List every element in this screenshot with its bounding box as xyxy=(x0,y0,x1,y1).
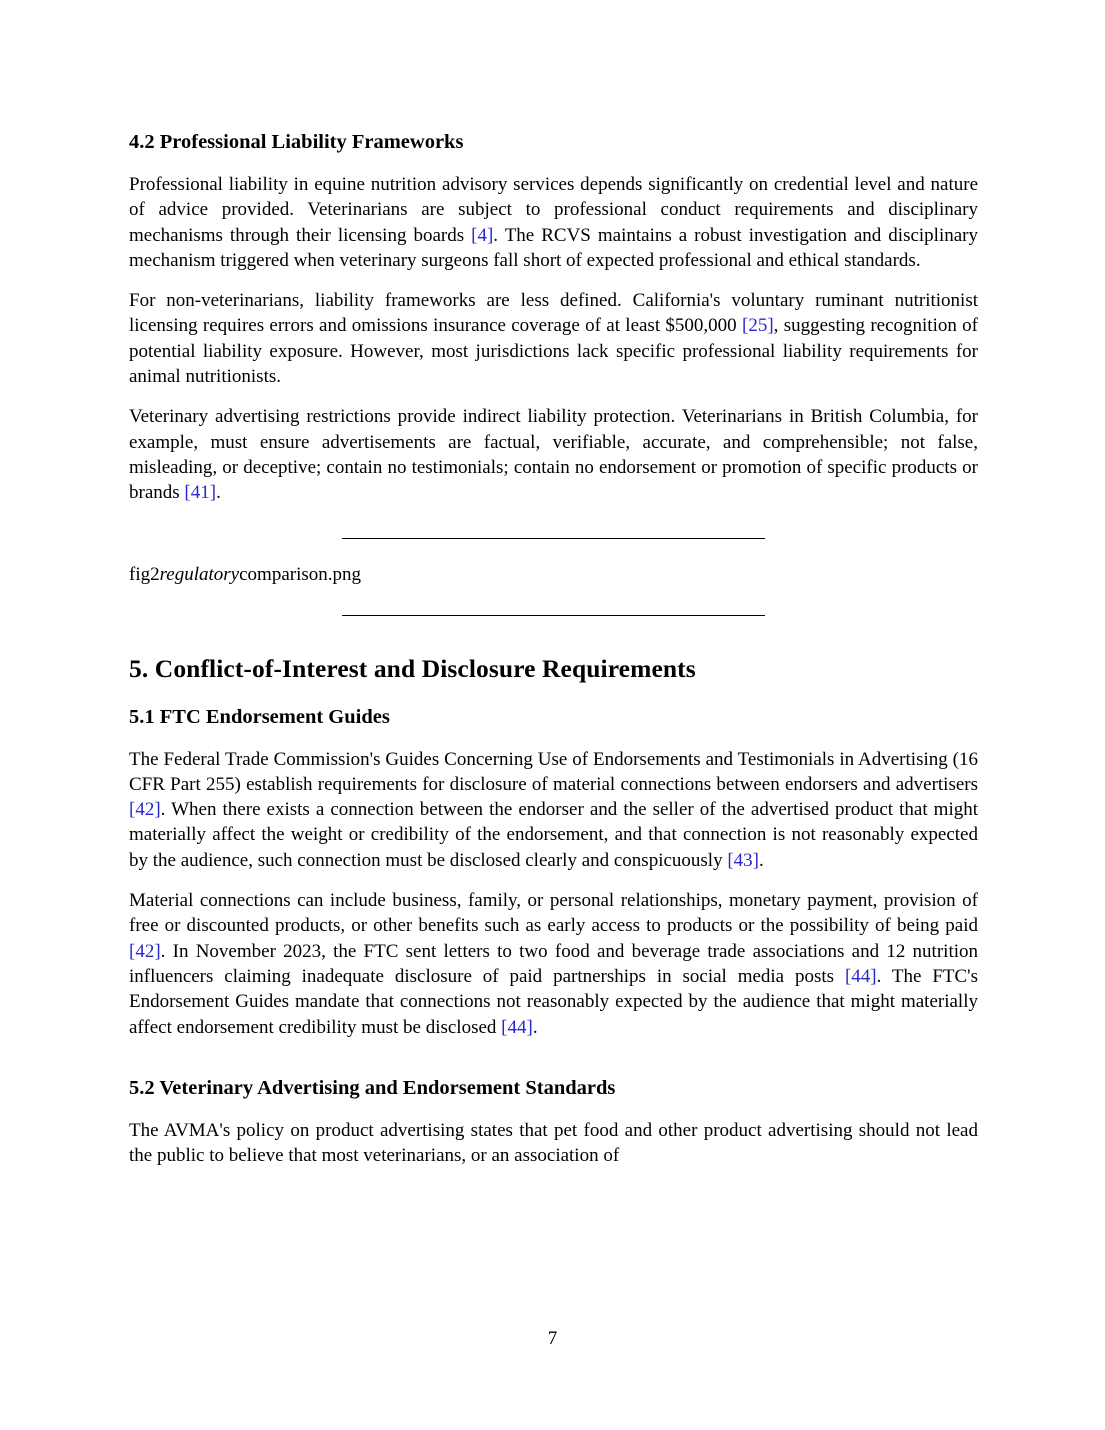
page-content xyxy=(129,131,978,1183)
subsection-heading-5-1: 5.1 FTC Endorsement Guides xyxy=(129,705,390,728)
paragraph-ftc-guides xyxy=(129,747,978,873)
italic-text-run: regulatory xyxy=(159,563,240,585)
figure-filename xyxy=(129,564,978,586)
text-run: . xyxy=(759,849,764,871)
figure-top-rule xyxy=(342,538,765,539)
text-run: . xyxy=(532,1016,538,1038)
page-number: 7 xyxy=(547,1328,558,1349)
citation-link[interactable]: [44] xyxy=(501,1016,533,1038)
citation-link[interactable]: [42] xyxy=(129,799,161,821)
text-run: . The FTC's Endorsement Guides mandate that connections not reasonably expected by the audience that might materially affect endorsement credibility must be disclosed xyxy=(129,965,978,1038)
text-run: . In November 2023, the FTC sent letters to two food and beverage trade associations and 12 nutrition influencers claiming inadequate disclosure of paid partnerships in social media posts xyxy=(129,940,978,987)
text-run: The Federal Trade Commission's Guides Concerning Use of Endorsements and Testimonials in Advertising (16 CFR Part 255) establish requirements for disclosure of material connections between endorsers and advertisers xyxy=(129,748,978,795)
text-run: Professional liability in equine nutrition advisory services depends significantly on credential level and nature of advice provided. Veterinarians are subject to professional conduct requirements and disciplinary mechanisms through their licensing boards xyxy=(129,174,978,246)
paragraph-material-connections xyxy=(129,888,978,1040)
text-run: . When there exists a connection between the endorser and the seller of the advertised product that might materially affect the weight or credibility of the endorsement, and that connection is not reasonably expected by the audience, such connection must be disclosed clearly and conspicuously xyxy=(129,799,978,871)
text-run: fig2 xyxy=(129,563,160,585)
paragraph-professional-liability xyxy=(129,172,978,273)
figure-bottom-rule xyxy=(342,615,765,616)
text-run: Material connections can include business, family, or personal relationships, monetary payment, provision of free or discounted products, or other benefits such as early access to products or the possibility of being paid xyxy=(129,890,978,937)
page-footer xyxy=(0,1328,1105,1350)
citation-link[interactable]: [25] xyxy=(742,315,774,337)
subsection-heading-4-2: 4.2 Professional Liability Frameworks xyxy=(129,131,464,153)
figure-placeholder xyxy=(129,538,978,616)
text-run: comparison.png xyxy=(239,563,362,585)
text-run: For non-veterinarians, liability frameworks are less defined. California's voluntary ruminant nutritionist licensing requires errors and omissions insurance coverage of at least $500,000 xyxy=(129,290,978,337)
paragraph-non-veterinarians xyxy=(129,288,978,389)
citation-link[interactable]: [4] xyxy=(471,224,494,246)
text-run: The AVMA's policy on product advertising states that pet food and other product advertising should not lead the public to believe that most veterinarians, or an association of xyxy=(129,1119,978,1167)
text-run: , suggesting recognition of potential liability exposure. However, most jurisdictions lack specific professional liability requirements for animal nutritionists. xyxy=(129,315,978,388)
citation-link[interactable]: [44] xyxy=(844,965,877,987)
subsection-heading-5-2: 5.2 Veterinary Advertising and Endorsement Standards xyxy=(129,1076,616,1099)
citation-link[interactable]: [43] xyxy=(727,849,759,871)
citation-link[interactable]: [42] xyxy=(129,940,161,962)
paragraph-advertising-restrictions xyxy=(129,404,978,505)
section-heading-5: 5. Conflict-of-Interest and Disclosure Requirements xyxy=(129,653,696,683)
text-run: Veterinary advertising restrictions provide indirect liability protection. Veterinarians in British Columbia, for example, must ensure advertisements are factual, verifiable, accurate, and comprehensible; not false, misleading, or deceptive; contain no testimonials; contain no endorsement or promotion of specific products or brands xyxy=(129,406,978,504)
paragraph-avma-policy xyxy=(129,1118,978,1169)
text-run: . xyxy=(216,482,221,504)
citation-link[interactable]: [41] xyxy=(184,482,217,504)
text-run: . The RCVS maintains a robust investigation and disciplinary mechanism triggered when veterinary surgeons fall short of expected professional and ethical standards. xyxy=(129,224,978,271)
